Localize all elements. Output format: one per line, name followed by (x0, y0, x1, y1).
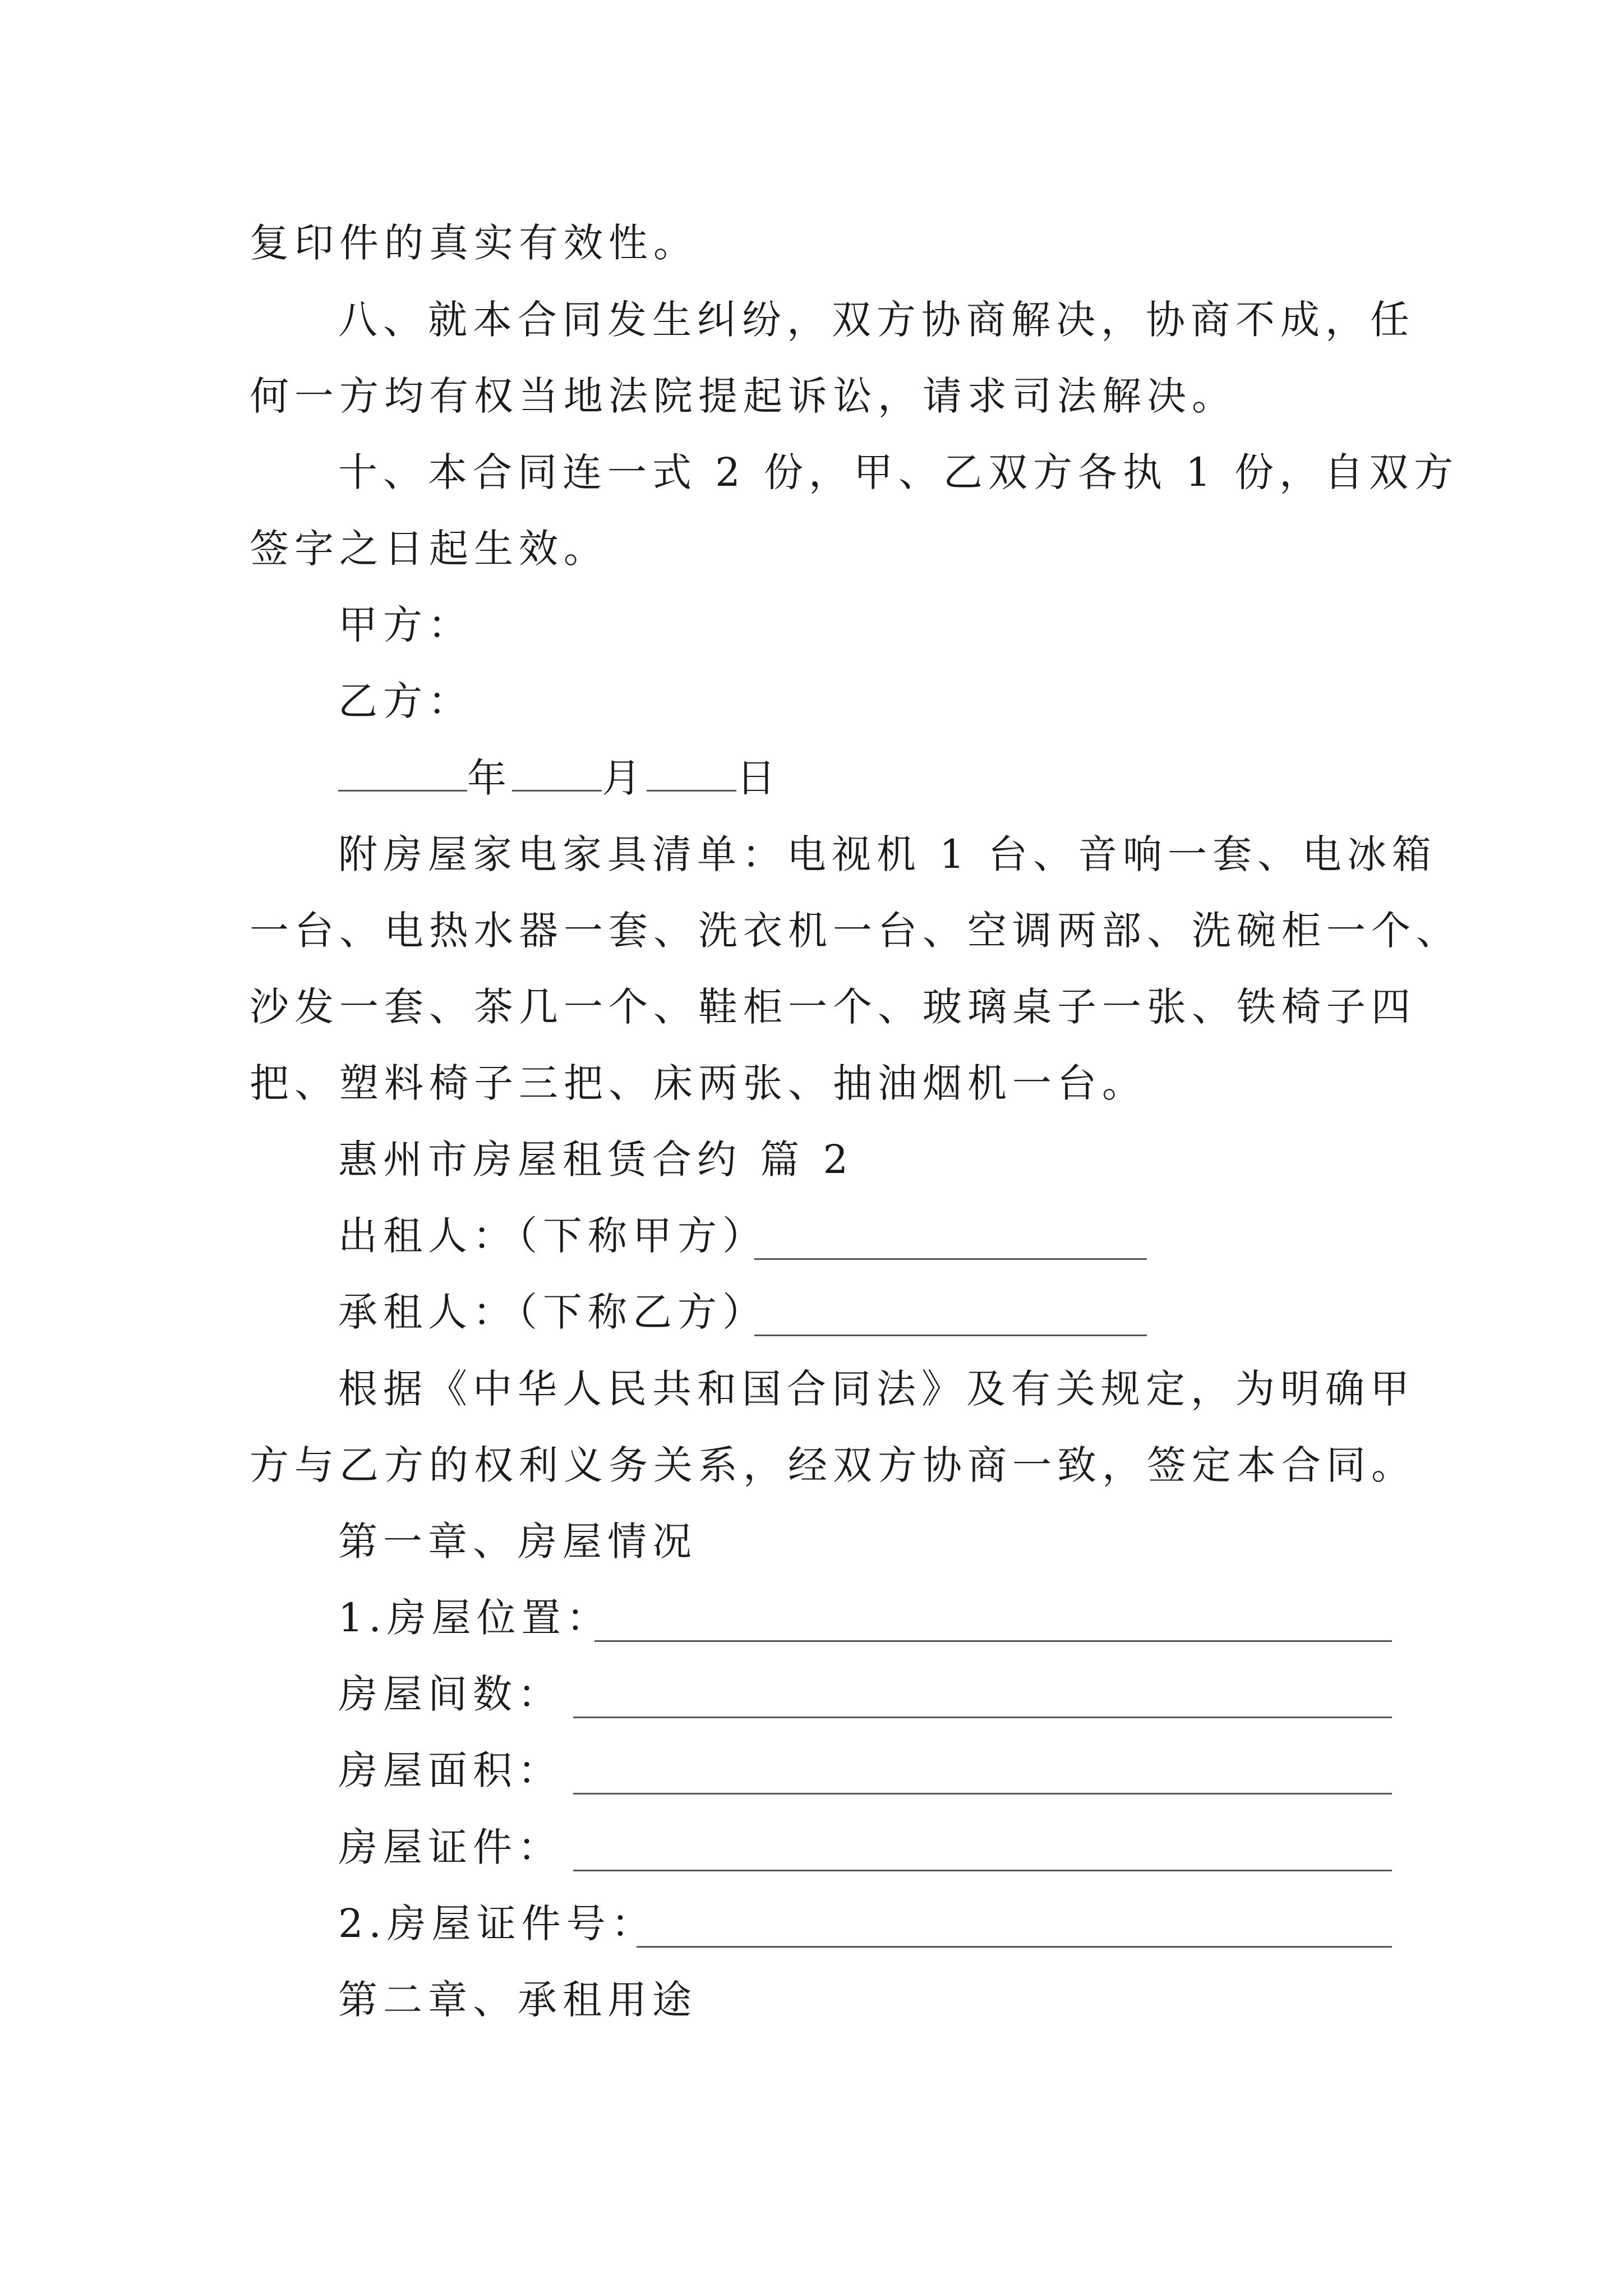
clause-8-line-2: 何一方均有权当地法院提起诉讼，请求司法解决。 (250, 373, 1237, 419)
lessor-label: 出租人：（下称甲方） (338, 1213, 767, 1259)
house-location-label: 1.房屋位置： (338, 1595, 611, 1641)
house-location-blank (594, 1640, 1392, 1642)
house-rooms-blank (573, 1717, 1392, 1718)
house-area-label: 房屋面积： (338, 1747, 562, 1793)
day-blank (647, 753, 736, 792)
clause-10-line-2: 签字之日起生效。 (250, 526, 608, 572)
year-blank (338, 753, 467, 792)
appliance-list-line-1: 附房屋家电家具清单：电视机 1 台、音响一套、电冰箱 (338, 831, 1437, 877)
day-label: 日 (736, 755, 781, 801)
clause-10-line-1: 十、本合同连一式 2 份，甲、乙双方各执 1 份，自双方 (338, 449, 1459, 495)
appliance-list-line-2: 一台、电热水器一套、洗衣机一台、空调两部、洗碗柜一个、 (250, 908, 1461, 954)
year-label: 年 (467, 755, 512, 801)
appliance-list-line-4: 把、塑料椅子三把、床两张、抽油烟机一台。 (250, 1060, 1147, 1106)
party-a-signature-label: 甲方： (338, 602, 473, 648)
lessee-label: 承租人：（下称乙方） (338, 1289, 767, 1335)
signing-date-line (338, 750, 781, 806)
lessee-blank (754, 1335, 1147, 1336)
clause-8-line-1: 八、就本合同发生纠纷，双方协商解决，协商不成，任 (338, 297, 1415, 343)
house-cert-blank (573, 1870, 1392, 1871)
party-b-signature-label: 乙方： (338, 678, 473, 724)
month-blank (512, 753, 602, 792)
paragraph-line: 复印件的真实有效性。 (250, 220, 698, 266)
house-cert-no-blank (637, 1946, 1392, 1948)
house-rooms-label: 房屋间数： (338, 1671, 562, 1717)
preamble-line-1: 根据《中华人民共和国合同法》及有关规定，为明确甲 (338, 1366, 1415, 1412)
chapter-1-heading: 第一章、房屋情况 (338, 1519, 697, 1565)
house-cert-no-label: 2.房屋证件号： (338, 1901, 656, 1947)
preamble-line-2: 方与乙方的权利义务关系，经双方协商一致，签定本合同。 (250, 1442, 1416, 1488)
appliance-list-line-3: 沙发一套、茶几一个、鞋柜一个、玻璃桌子一张、铁椅子四 (250, 984, 1416, 1030)
house-cert-label: 房屋证件： (338, 1824, 562, 1870)
chapter-2-heading: 第二章、承租用途 (338, 1977, 697, 2023)
section-2-title: 惠州市房屋租赁合约 篇 2 (338, 1137, 854, 1182)
house-area-blank (573, 1793, 1392, 1795)
month-label: 月 (602, 755, 647, 801)
lessor-blank (754, 1258, 1147, 1260)
